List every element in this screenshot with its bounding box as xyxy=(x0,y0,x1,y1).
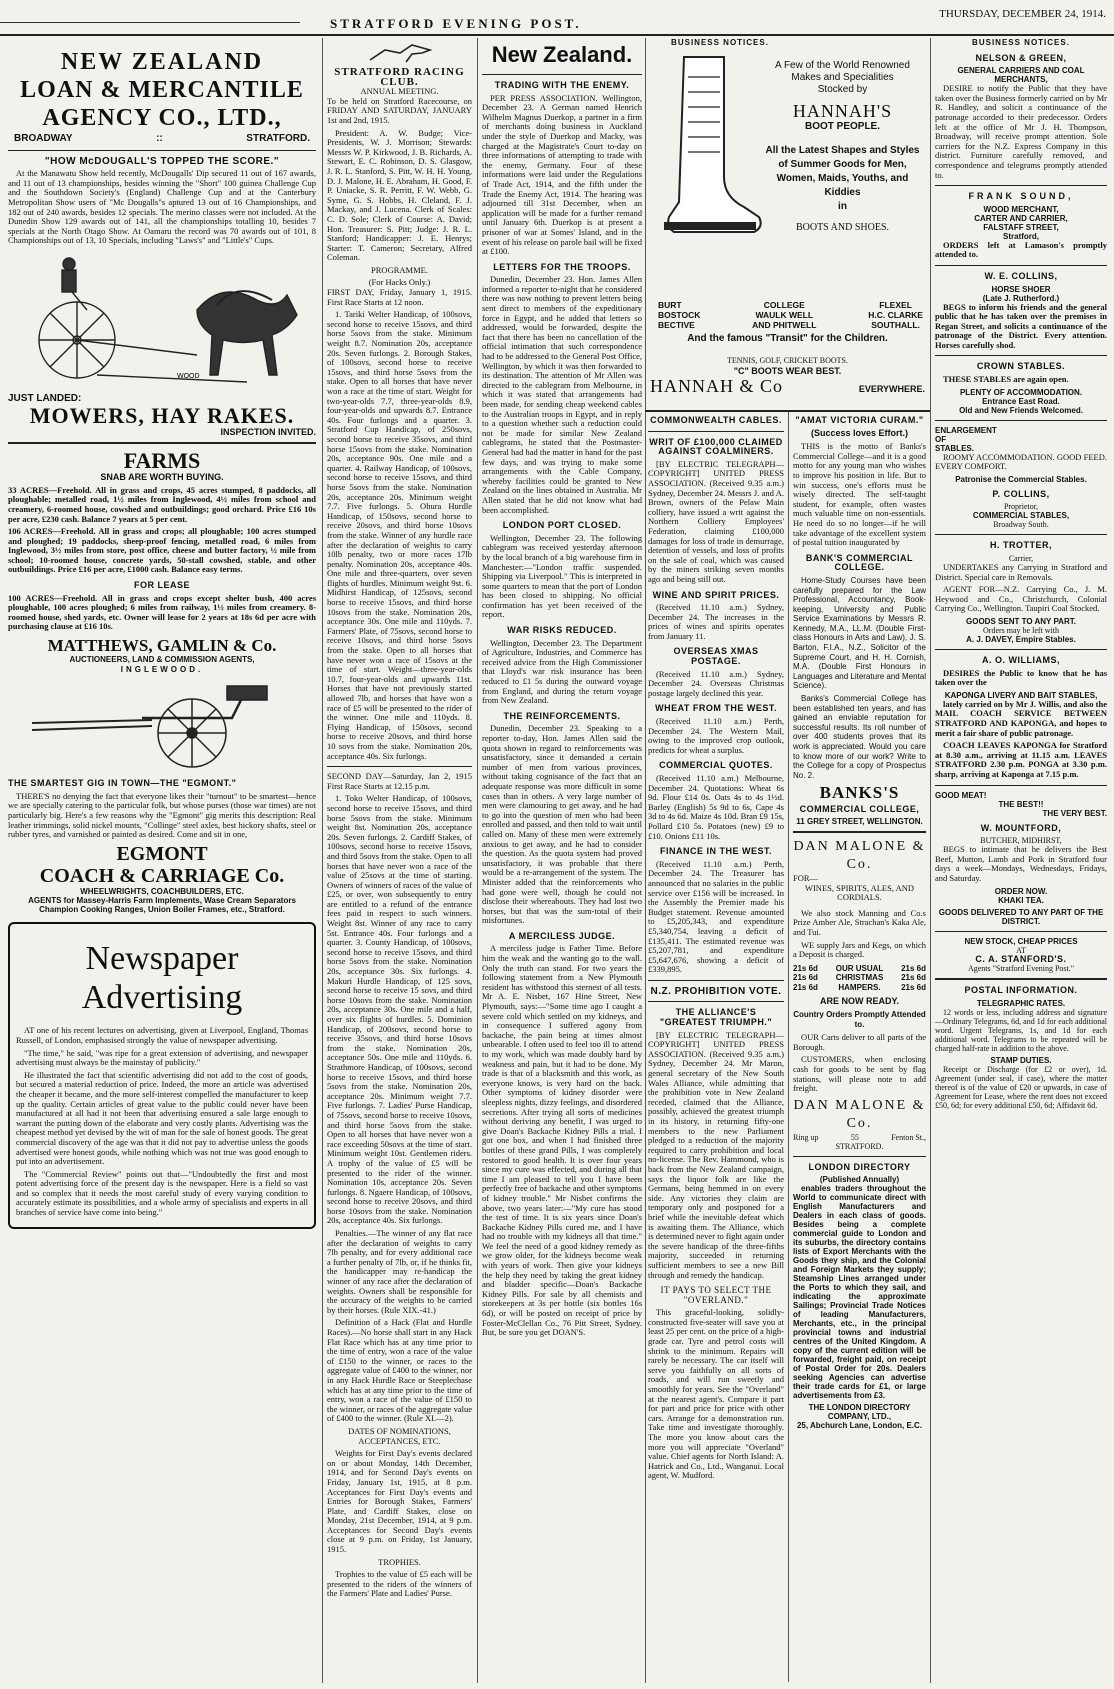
column-rule xyxy=(788,412,789,1682)
banks-motto: (Success loves Effort.) xyxy=(810,427,909,438)
issue-date: THURSDAY, DECEMBER 24, 1914. xyxy=(939,8,1106,20)
notice-sub: STAMP DUTIES. xyxy=(990,1055,1052,1065)
advertising-para: He illustrated the fact that scientific advertising did not add to the cost of goods, but secured a material reduction of price. Indeed, the more an article was advertised the cheaper it became, and the more self-interest compelled the manufacturer to keep up the quality. Certain articles of great value to the public could never have been manufactured at all had it not been that advertising ensured a sale large enough to warrant the putting down of the elaborate and very costly plants. Advertising was the cheapest method yet devised by the wit of man for the sale of honest goods. The great commercial discovery of the age was that it did not pay to advertise unless the goods advertised were honest goods, while nothing which was not true was good enough to put into an advertisement. xyxy=(16,1069,308,1167)
divider xyxy=(648,980,784,981)
notice-sub: WOOD MERCHANT, xyxy=(983,204,1059,214)
notice-body: AGENT FOR—N.Z. Carrying Co., J. M. Heywood and Co., Christchurch, Colonial Carrying Co., Wellington. Taupiri Coal Stocked. xyxy=(935,584,1107,614)
penalties: Penalties.—The winner of any flat race after the declaration of weights to carry 7lb penalty, and for every additional race a further penalty of 7lb, or, if he thinks fit, the handicapper may re-handicap the winner of any race after the declaration of weights. Owners shall be responsible for the accuracy of the weights to be carried by their horses. (Rule XIX.-41.) xyxy=(327,1228,472,1315)
matthews-town: INGLEWOOD. xyxy=(120,664,204,674)
divider xyxy=(482,74,642,75)
directory-head: LONDON DIRECTORY xyxy=(808,1161,911,1172)
story-headline: IT PAYS TO SELECT THE "OVERLAND." xyxy=(660,1285,772,1305)
hannah-line: BOOTS AND SHOES. xyxy=(795,221,890,233)
day1-head: FIRST DAY, Friday, January 1, 1915. First Race Starts at 12 noon. xyxy=(327,287,472,307)
divider xyxy=(327,766,472,767)
story-headline: WAR RISKS REDUCED. xyxy=(507,625,617,636)
lease-head: FOR LEASE xyxy=(133,580,190,591)
advertising-para: "The time," he said, "was ripe for a great extension of advertising, and newspaper advertising must always be the mainstay of publicity." xyxy=(16,1047,308,1068)
notice-sub: GOODS DELIVERED TO ANY PART OF THE DISTRICT. xyxy=(938,907,1104,926)
notice-name: C. A. STANFORD'S. xyxy=(975,953,1067,964)
divider xyxy=(935,420,1107,421)
story-body: (Received 11.10 a.m.) Perth, December 24. The Treasurer has announced that no salaries in the public service over £156 will be increased. In the Assembly the Premier made his Budget statement. Revenue amounted to £5,205,343, and expenditure £5,340,754, leaving a deficit of £135,411. The estimated revenue was £5,207,781, and expenditure £5,647,676, showing a deficit of £339,895. xyxy=(648,858,784,975)
brand: BECTIVE xyxy=(658,320,695,330)
divider xyxy=(8,442,316,444)
hannah-line: Makes and Specialities xyxy=(791,72,894,83)
directory-body: enables traders throughout the World to communicate direct with English Manufacturers and Dealers in each class of goods. Besides being a complete commercial guide to London and its suburbs, the directory contains lists of Export Merchants with the Goods they ship, and the Colonial and Foreign Markets they supply; Steamship Lines arranged under the Ports to which they sail, and indicating the approximate Sailings; Provincial Trade Notices of leading Manufacturers, Merchants, etc., in the principal provincial towns and industrial centres of the United Kingdom. A copy of the current edition will be forwarded, freight paid, on receipt of Postal Order for 20s. Dealers seeking Agencies can advertise their trade cards for £1, or large advertisements from £3. xyxy=(793,1184,926,1401)
story-headline: THE REINFORCEMENTS. xyxy=(503,710,621,721)
club-sub: ANNUAL MEETING. xyxy=(360,86,439,97)
club-intro: To be held on Stratford Racecourse, on FRIDAY AND SATURDAY, JANUARY 1st and 2nd, 1915. xyxy=(327,95,472,125)
directory-sub: (Published Annually) xyxy=(819,1175,900,1185)
story-headline: WRIT OF £100,000 CLAIMED AGAINST COALMINERS. xyxy=(649,436,783,457)
mowers-title: MOWERS, HAY RAKES. xyxy=(29,402,295,428)
notice-sub: GOODS SENT TO ANY PART. xyxy=(966,617,1076,626)
notice-body: COACH LEAVES KAPONGA for Stratford at 8.30 a.m., arriving at 11.15 a.m. LEAVES STRATFORD 2.30 p.m. PONGA at 3.30 p.m. sharp, arriving at Kaponga at 7.15 p.m. xyxy=(935,740,1107,779)
advertising-box xyxy=(8,922,316,1228)
brand: COLLEGE xyxy=(763,300,805,310)
phone-number: 55 xyxy=(850,1132,859,1142)
banks-headline: "AMAT VICTORIA CURAM." xyxy=(795,416,924,425)
mower-illustration xyxy=(17,250,307,390)
price: 21s 6d xyxy=(901,973,926,983)
farm-listing: 33 ACRES—Freehold. All in grass and crops, 45 acres stumped, 8 paddocks, all ploughable; metalled road, 1½ miles from Inglewood, 4½ miles from school and creamery, 6-roomed house, cowshed and outbuildings; good orchard. Price £16 10s per acre, £230 cash. Balance 7 years at 5 per cent. xyxy=(8,484,316,524)
mcdougall-body: At the Manawatu Show held recently, McDougalls' Dip secured 11 out of 167 awards, and 11 out of 13 championships, besides winning the "Short" 100 guinea Challenge Cup and the Southdown Society's (England) Challenge Cup and at the Canterbury Metropolitan Show users of "Mc Dougalls"s aptured 13 out of 16 Championships, and 182 out of 240 awards, besides 12 specials. The merino classes were not included. At the Dunedin Show 129 awards out of 141, all the championships totalling 10, besides 7 specials at the North Otago Show. At Oamaru the record was 70 awards out of 101, 8 Championships out of 13, 10 Specials, including "Laws's" and "Little's" Cups. xyxy=(8,168,316,246)
column-5 xyxy=(935,38,1107,1683)
directory-company: THE LONDON DIRECTORY COMPANY, LTD., xyxy=(808,1403,911,1422)
notice-body: lately carried on by Mr J. Willis, and also the MAIL COACH SERVICE BETWEEN STRATFORD AND KAPONGA, and hopes to merit a fair share of public patronage. xyxy=(935,698,1107,738)
hannah-footer xyxy=(650,376,925,396)
hannah-transit: And the famous "Transit" for the Children. xyxy=(687,333,888,344)
price: 21s 6d xyxy=(901,982,926,992)
hannah-line: Stocked by xyxy=(817,84,868,95)
hannah-brands xyxy=(658,300,923,330)
notice-name: POSTAL INFORMATION. xyxy=(964,985,1078,996)
story-headline: OVERSEAS XMAS POSTAGE. xyxy=(673,646,759,667)
brand-list xyxy=(658,300,700,330)
farm-listing: 100 ACRES—Freehold. All in grass and crops except shelter bush, 400 acres ploughable, 100 acres ploughed; 6 miles from railway, 1½ miles from creamery. 8-roomed house, shed yards, etc. Owner will lease for 2 years at 18s 6d per acre with purchasing clause at £16 10s. xyxy=(8,592,316,632)
mcdougall-headline: "HOW McDOUGALL'S TOPPED THE SCORE." xyxy=(44,155,280,167)
divider xyxy=(8,150,316,151)
price: 21s 6d xyxy=(793,963,818,973)
divider xyxy=(935,265,1107,266)
notice-name: FRANK SOUND, xyxy=(968,191,1074,202)
story-headline: WINE AND SPIRIT PRICES. xyxy=(652,589,780,600)
column-3 xyxy=(482,38,642,1683)
notice-body: Receipt or Discharge (for £2 or over), 1d. Agreement (under seal, if case), where the matter thereof is of the value of £20 or upwards, in case of Agreement for Lease, where the rent does not exceed £50, 6d; for every additional £50, 6d; Affidavit 6d. xyxy=(935,1064,1107,1110)
notice-body: 12 words or less, including address and signature—Ordinary Telegrams, 6d, and 1d for each additional word. Urgent Telegrams, 1s, and 1d for each additional word. Telegrams to be repeated will be charged half-rate in addition to the above. xyxy=(935,1007,1107,1053)
notice-sub: Patronise the Commercial Stables. xyxy=(955,474,1087,484)
nz-loan-address xyxy=(14,134,310,144)
malone-town: STRATFORD. xyxy=(835,1141,884,1151)
divider xyxy=(935,978,1107,980)
brand-list xyxy=(868,300,923,330)
nz-loan-title-2: LOAN & MERCANTILE xyxy=(20,77,304,103)
brand: FLEXEL xyxy=(879,300,912,310)
price: 21s 6d xyxy=(901,963,926,973)
notice-sub: ENLARGEMENT xyxy=(935,425,997,435)
story-body: (Received 11.10 a.m.) Sydney, December 24. Overseas Christmas postage largely declined this year. xyxy=(648,668,784,698)
column-4b xyxy=(793,416,926,1682)
column-2 xyxy=(327,38,472,1683)
matthews-title: MATTHEWS, GAMLIN & Co. xyxy=(47,636,277,656)
story-body: PER PRESS ASSOCIATION. Wellington, December 23. A German named Henrich Wilhelm Magnus Duerkop, a partner in a firm of merchants doing business in Auckland under the style of Duerkop and Macky, was charged at the Magistrate's Court to-day on three informations of attempting to trade with the enemy, Germany. Four of these informations were laid under the Regulations of Trade Act, 1914, and the fifth under the Trade the Enemy Act, 1914. The hearing was adjourned till 31st December, when an application will be made for a further remand until January 6th. Duerkop is at present a prisoner of war at Somes' Island, and in the event of his release on parole bail will be fixed at £100. xyxy=(482,92,642,257)
banks-body: Banks's Commercial College has been established ten years, and has gained an enviable reputation for successful results. Its roll number of over 400 students proves that its work is appreciated. Would you care to know more of our work? Write to the College for a copy of Prospectus No. 2. xyxy=(793,694,926,780)
notice-sub: FALSTAFF STREET, xyxy=(983,222,1059,232)
street: Fenton St., xyxy=(891,1132,926,1142)
hannah-footer-name: HANNAH & Co xyxy=(650,376,784,396)
notice-sub: KHAKI TEA. xyxy=(998,895,1044,905)
address-mid: :: xyxy=(156,133,163,144)
malone-contact xyxy=(793,1133,926,1142)
story-headline: THE ALLIANCE'S "GREATEST TRIUMPH." xyxy=(659,1007,773,1028)
horse-logo-icon xyxy=(360,42,440,64)
divider xyxy=(935,185,1107,186)
gig-illustration xyxy=(22,678,302,773)
country-orders: Country Orders Promptly Attended to. xyxy=(793,1010,926,1029)
malone-name: DAN MALONE & Co. xyxy=(793,838,926,872)
day2-races: 1. Toko Welter Handicap, of 100sovs, second horse to receive 15sovs, and third horse 5sovs from the stake. Minimum weight 8st. Nomination 20s, acceptance 20s. Seven furlongs. 2. Cardiff Stakes, of 100sovs, second horse to receive 15sovs, and third 5sovs from the stake. Open to all horses that have never won a race of the value of 25sovs at the time of starting. Owners of winners of races of the value of £25, or over, won subsequently to entry are entitled to a refund of the entrance fees paid in respect to such winners. Weight 8st. Winner of any race to carry 5st. Entrance 40s. Four furlongs and a quarter. 3. County Handicap, of 100sovs, second horse to receive 15sovs, and third horse 5sovs from the stake. Nomination 20s, acceptance 30s. Six furlongs. 4. Makuri Hurdle Handicap, of 125 sovs, second horse to receive 15 sovs, and third horse 10sovs from the stake. Nomination 20s, acceptance 30s. One mile and a half, over six flights of hurdles. 5. Dominion Handicap, of 200sovs, second horse to receive 35sovs, and third horse 10sovs from the stake. Nomination 20s, acceptance 50s. One mile and 110yds. 6. Strathmore Handicap, of 100sovs, second horse to receive 15sovs, and third horse 5sovs from the stake. Nomination 20s, acceptance 20s. Minimum weight 7.7. Five furlongs. 7. Ladies' Purse Handicap, of 75sovs, second horse to receive 10sovs, and third horse 5sovs from the stake. Open to all horses that have never won a race exceeding 50sovs at the time of start. Minimum weight 10st. Gentlemen riders. A trophy of the value of £5 will be presented to the rider of the winner. Nomination 10s, acceptance 20s. Seven furlongs. 8. Ngaere Handicap, of 100sovs, second horse to receive 20sovs, and third horse 10sovs from the stake. Nomination 20s, acceptance 40s. Six furlongs. xyxy=(327,793,472,1226)
hannah-text xyxy=(760,60,925,236)
notice-body: BEGS to intimate that he delivers the Best Beef, Mutton, Lamb and Pork in Stratford four days a week—Mondays, Wednesdays, Fridays, and Saturday. xyxy=(935,844,1107,883)
story-headline: WHEAT FROM THE WEST. xyxy=(655,703,777,714)
masthead xyxy=(0,0,1114,36)
banks-name: BANK'S COMMERCIAL COLLEGE. xyxy=(805,552,914,573)
divider xyxy=(935,355,1107,356)
notice-sub: PLENTY OF ACCOMMODATION. xyxy=(959,387,1083,397)
malone-for: FOR— xyxy=(793,872,819,883)
notice-sub: STABLES. xyxy=(935,443,974,453)
mower-brand: WOOD xyxy=(177,372,200,380)
story-headline: LETTERS FOR THE TROOPS. xyxy=(493,261,631,272)
price: 21s 6d xyxy=(793,973,818,983)
divider xyxy=(793,831,926,833)
hannah-line: A Few of the World Renowned xyxy=(775,60,910,71)
business-notices-head: BUSINESS NOTICES. xyxy=(972,38,1070,47)
hannah-advert xyxy=(650,38,925,423)
farms-title: FARMS xyxy=(123,448,201,474)
brand: AND PHITWELL xyxy=(752,320,817,330)
brand: BOSTOCK xyxy=(658,310,701,320)
column-1 xyxy=(8,38,316,1683)
notice-sub: CARTER AND CARRIER, xyxy=(974,213,1068,223)
trophies-body: Trophies to the value of £5 each will be presented to the riders of the winners of the Farmers' Plate and Ladies' Purse. xyxy=(327,1569,472,1599)
programme-head: PROGRAMME. xyxy=(371,264,428,275)
notice-sub: OF xyxy=(935,434,947,444)
notice-body: ROOMY ACCOMMODATION. GOOD FEED. EVERY COMFORT. xyxy=(935,451,1107,472)
address-left: BROADWAY xyxy=(14,133,73,144)
notice-name: W. E. COLLINS, xyxy=(984,270,1058,281)
egmont-brand: EGMONT xyxy=(116,842,208,865)
notice-body: DESIRE to notify the Public that they have taken over the Business formerly carried on by Mr R. Handley, and solicit a continuance of the patronage accorded to their predecessor. Orders left at the office of Mr J. H. Thompson, Broadway, will receive prompt attention. Sole carriers for the N.Z. Express Company in this district. Furniture carefully removed, and correspondence and telegrams promptly attended to. xyxy=(935,83,1107,180)
farm-listing: 106 ACRES—Freehold. All in grass and crops; all ploughable; 100 acres stumped and ploughed; 19 paddocks, sheep-proof fencing, metalled road, 6 miles from Inglewood, 3½ miles from store, post office, cheese and butter factory, ½ mile from school; 10-roomed house, concrete yards, 50-stall cowshed, stable, and other outbuildings. Price £16 per acre, £1000 cash. Balance easy terms. xyxy=(8,526,316,575)
notice-sub: COMMERCIAL STABLES, xyxy=(972,511,1070,521)
banks-body: Home-Study Courses have been carefully prepared for the Law Professional, Accountancy, Book-keeping, University and Public Service Examinations by Messrs R. Kennedy, M.A., LL.M. (Double First-class Honours in Arts and Law), J. S. Barton, F.I.A., N.Z., Solicitor of the Supreme Court, and H. H. Cornish, M.A. (Double First Honours in Languages and Literature and Mental Science). xyxy=(793,575,926,691)
notice-sub: Orders may be left with xyxy=(983,626,1059,635)
story-body: A merciless judge is Father Time. Before him the weak and the wanting go to the wall. Only the truth can stand. For two years the following statement from a New Plymouth resident has withstood this sternest of all tests. Mr A. E. Nisbet, 167 Hine Street, New Plymouth, says:—"Some time ago I caught a severe cold which settled on my kidneys, and in consequence I suffered agony from backache, the pain being at times almost unbearable. I often used to feel too ill to attend to my work, which was made doubly hard by weakness and pain, but it had to be done. My trade is that of a blacksmith and this work, as everyone knows, is very hard on the back. Other symptoms of kidney disorder were sleepless nights, dizzy feelings, and disordered secretions. After trying all sorts of medicines without deriving any benefit, I was urged to give Doan's Backache Kidney Pills a trial. I got one box, and when I had finished three bottles of these grand Pills, I was completely restored to good health. It is over four years since my cure was effected, and during all that time I am pleased to tell you I have been perfectly free of backache and other symptoms of kidney trouble." Mr Nisbet confirms the above, two years later:—"My cure has stood the test of time. It is six years since Doan's Backache Kidney Pills cured me, and I have had no trouble with my kidneys all that time." We feel the need of a good kidney remedy as we grow older, for the kidneys become weak with years of work. Then give your kidneys the help they need by taking the great kidney and bladder specific—Doan's Backache Kidney Pills. For sale by all chemists and storekeepers at 3s per bottle (six bottles 16s 6d), or will be posted on receipt of price by Foster-McClellan Co., 76 Pitt Street, Sydney. But, be sure you get DOAN'S. xyxy=(482,943,642,1338)
notice-body: BEGS to inform his friends and the general public that he has taken over the premises in Regan Street, and solicits a continuance of the patronage of the District. Every attention. Horses carefully shod. xyxy=(935,301,1107,350)
malone-items: WINES, SPIRITS, ALES, AND CORDIALS. xyxy=(804,882,915,903)
column-rule xyxy=(930,38,931,1683)
story-body: Wellington, December 23. The following cablegram was received yesterday afternoon by the local branch of a big warehouse firm in Manchester:—"London traffic suspended. Shipping via Liverpool." This is interpreted in some quarters to mean that the port of London has been closed to shipping. No official confirmation has yet been received of the report. xyxy=(482,532,642,620)
divider xyxy=(648,1001,784,1002)
story-headline: COMMONWEALTH CABLES. xyxy=(650,416,782,425)
hannah-name: HANNAH'S xyxy=(792,101,893,121)
notice-sub: TELEGRAPHIC RATES. xyxy=(976,998,1066,1008)
banks-body: THIS is the motto of Banks's Commercial College—and it is a good motto for any young man who wishes to improve his position in life. But to win success, one's efforts must be wisely directed. The self-taught student, for example, often wastes much valuable time on non-essentials. He need do so no longer—if he will take advantage of the excellent system of postal tuition inaugurated by xyxy=(793,441,926,548)
notice-sub: Entrance East Road. xyxy=(982,396,1060,406)
boot-icon xyxy=(654,52,764,252)
story-body: (Received 11.10 a.m.) Perth, December 24. The Western Mail, owing to the improved crop outlook, predicts for wheat a surplus. xyxy=(648,716,784,755)
hamper-label: OUR USUAL xyxy=(835,963,884,973)
egmont-sub: WHEELWRIGHTS, COACHBUILDERS, ETC. xyxy=(80,886,244,896)
nz-section-title: New Zealand. xyxy=(491,42,633,67)
egmont-headline: THE SMARTEST GIG IN TOWN—THE "EGMONT." xyxy=(8,778,237,789)
column-rule xyxy=(322,38,323,1683)
hamper-labels xyxy=(836,964,884,993)
story-headline: COMMERCIAL QUOTES. xyxy=(659,760,773,771)
business-notices-head: BUSINESS NOTICES. xyxy=(671,38,769,47)
nz-loan-title-3: AGENCY CO., LTD., xyxy=(42,105,282,131)
notice-name: A. O. WILLIAMS, xyxy=(982,655,1060,665)
divider xyxy=(935,785,1107,786)
notice-sub: GOOD MEAT! xyxy=(935,790,987,800)
divider xyxy=(935,931,1107,932)
notice-sub: Broadway South. xyxy=(993,520,1049,530)
hannah-line: All the Latest Shapes and Styles xyxy=(765,144,920,156)
divider xyxy=(648,431,784,432)
hannah-box xyxy=(650,38,925,423)
story-body: (Received 11.10 a.m.) Melbourne, December 24. Quotations: Wheat 6s 9d. Flour £14 0s. Oats 4s to 4s 1½d. Barley (English) 5s 9d to 6s, Cape 4s 3d to 4s 6d. Maize 4s 10d. Bran £9 15s, Pollard £10 5s. Potatoes (new) £9 to £10. Onions £11 10s. xyxy=(648,773,784,841)
notice-sub: Stratford, xyxy=(1003,231,1039,241)
day1-races: 1. Tariki Welter Handicap, of 100sovs, second horse to receive 15sovs, and third horse 5sovs from the stake. Minimum weight 8.7. Nomination 20s, acceptance 20s. Seven furlongs. 2. Borough Stakes, of 100sovs, second horse to receive 15sovs, and third horse 5sovs from the stake. Open to all horses that have never won a race at the time of start. Weight for two-year-olds 7.7, three-year-olds 8.9, four-year-olds and upwards 8.7. Entrance 40s. Four furlongs and a quarter. 3. Stratford Cup Handicap, of 250sovs, second horse to receive 35sovs, and third horse 15sovs from the stake. Nomination 20s, acceptance 90s. One mile and a quarter. 4. Railway Handicap, of 100sovs, second horse to receive 15sovs, and third horse 5sovs from the stake. Nomination 20s, acceptance 20s. Minimum weight 7.7. Five furlongs. 5. Ohura Hurdle Handicap, of 150sovs, second horse to receive 20sovs, and third horse 10sovs from the stake. Winner of any hurdle race after the declaration of weights to carry 10lb penalty, two or more races 17lb penalty. Nomination 20s, acceptance 40s. One mile and three-quarters, over seven flights of hurdles. Minimum weight 9st. 6. Midhirst Handicap, of 125sovs, second horse to receive 15sovs, and third horse 10sovs from the stake. Nomination 20s, acceptance 30s. One mile and 110yds. 7. Farmers' Plate, of 75sovs, second horse to receive 10sovs, and third horse 5sovs from the stake. Open to all horses that have never won a race of 15sovs at the time of start. Weight—three-year-olds 10.7, four-year-olds and upwards 11st. Horses that have not previously started allowed 7lb, and horses that have won a race of £5 will be presented to the rider of the winner. One mile and 110yds. 8. Flying Handicap, of 150sovs, second horse to receive 20sovs, and third horse 10 sovs from the stake. Nomination 20s, acceptance 40s. Six furlongs. xyxy=(327,309,472,761)
divider xyxy=(935,649,1107,650)
notice-sub: A. J. DAVEY, Empire Stables. xyxy=(966,635,1076,644)
malone-body: CUSTOMERS, when enclosing cash for goods to be sent by flag stations, will please note to add freight. xyxy=(793,1054,926,1094)
notice-sub: THE VERY BEST. xyxy=(1042,808,1107,818)
price: 21s 6d xyxy=(793,982,818,992)
notice-sub: THE BEST!! xyxy=(998,799,1044,809)
story-body: [BY ELECTRIC TELEGRAPH—COPYRIGHT] UNITED PRESS ASSOCIATION. (Received 9.35 a.m.) Sydney, December 24. Messrs J. and A. Brown, owners of the Pelaw Main colliery, have issued a writ against the Northern Colliery Employees' Federation, claiming £100,000 damages for loss of trade in demurrage, detention of vessels, and loss of profits on the sale of coal, which was caused by the miners striking seven months ago and being still out. xyxy=(648,458,784,584)
notice-sub: HORSE SHOER xyxy=(991,284,1051,294)
column-4a xyxy=(648,416,784,1682)
hannah-line: in xyxy=(838,200,847,212)
notice-name: W. MOUNTFORD, xyxy=(980,822,1062,833)
advertising-para: The "Commercial Review" points out that—"Undoubtedly the first and most potent advertising force of the present day is the newspaper. Here is a field so vast and so complex that it needs the most careful study of every varying condition to accurately estimate its possibilities, and a whole army of specialists and experts in all branches of service have come into being." xyxy=(16,1168,308,1218)
notice-sub: AT xyxy=(1016,945,1026,955)
banks-title: BANKS'S xyxy=(819,783,900,803)
notice-sub: NEW STOCK, CHEAP PRICES xyxy=(964,936,1078,946)
paper-name: STRATFORD EVENING POST. xyxy=(330,16,582,31)
dates-body: Weights for First Day's events declared on or about Monday, 14th December, 1914, and for Second Day's events on Friday, January 1st, 1915, at 8 p.m. Acceptances for First Day's events and Entries for Borough Stakes, Farmers' Plate, and Cardiff Stakes, close on Monday, 21st December, 1914, at 9 p.m. Acceptances for Second Day's events close at 9 p.m. on Friday, 1st January, 1915. xyxy=(327,1448,472,1555)
banks-title-2: COMMERCIAL COLLEGE, xyxy=(799,804,920,815)
notice-sub: Agents "Stratford Evening Post." xyxy=(967,964,1075,974)
hannah-sports: TENNIS, GOLF, CRICKET BOOTS. xyxy=(727,356,848,365)
story-body: Dunedin, December 23. Speaking to a reporter to-day, Hon. James Allen said the quota shown in regard to reinforcements was unsatisfactory, since it demanded a certain number of men from various provinces, without taking cognisance of the fact that an adequate response was more difficult in some cases than in others. A very large number of men were clamouring to get away, and he had to go into the question of men who had been enrolled and passed, and then told to wait until called on. Many of these men were extremely anxious to get away, and he had to consider the question. As the quota system had proved unsatisfactory, it was probable that there would be a re-arrangement of the system. The Minister added that the reinforcements who had gone were well, though he could not disclose their whereabouts. They had lost two horses, but that was the sum-total of their misfortunes. xyxy=(482,723,642,926)
divider xyxy=(935,534,1107,535)
divider xyxy=(793,1156,926,1157)
malone-body: OUR Carts deliver to all parts of the Borough. xyxy=(793,1032,926,1052)
hampers-table xyxy=(793,964,926,993)
hannah-wear: "C" BOOTS WEAR BEST. xyxy=(733,366,842,376)
directory-address: 25, Abchurch Lane, London, E.C. xyxy=(796,1421,923,1431)
advertising-title: Newspaper xyxy=(85,940,239,978)
dates-head: DATES OF NOMINATIONS, ACCEPTANCES, ETC. xyxy=(348,1425,451,1446)
notice-name: CROWN STABLES. xyxy=(976,361,1066,372)
story-headline: A MERCILESS JUDGE. xyxy=(508,930,616,941)
egmont-brand-2: COACH & CARRIAGE Co. xyxy=(39,864,285,887)
story-body: [BY ELECTRIC TELEGRAPH—COPYRIGHT] UNITED PRESS ASSOCIATION. (Received 9.35 a.m.) Sydney, December 24. Mr Maron, general secretary of the New South Wales Alliance, while admitting that the prohibition vote in New Zealand receded, claimed that the Alliance, possibly, achieved the greatest triumph in its history, in returning fifty-one members to the new Parliament pledged to a reduction of the majority required to carry prohibition and local no-license. The Rev. Hammond, who is back from the New Zealand campaign, says the liquor folk are like the Germans, being hemmed in on every side. Any victories they claim are temporary only and postponed for a brief while the inevitable defeat which is awaiting them. The Alliance, which is determined never to fight again under the severe handicap of the three-fifths majority, succeeded in returning sufficient members to see a new Bill through and remedy the handicap. xyxy=(648,1029,784,1280)
egmont-body: THERE'S no denying the fact that everyone likes their "turnout" to be smartest—hence we are specially catering to the particular folk, but whose purses (those war times) are not particularly big. Here's a few reasons why the "Egmont" gig merits this description: Real leather trimmings, solid nickel mounts, "Collinge" steel axles, best hickory shafts, steel or rubber tyres, and varnished or painted as desired. Come and sit in one, xyxy=(8,790,316,840)
egmont-agents: AGENTS for Massey-Harris Farm Implements, Wase Cream Separators Champion Cooking Ranges, Union Boiler Frames, etc., Stratford. xyxy=(28,896,296,915)
brand: H.C. CLARKE xyxy=(868,310,923,320)
hamper-label: HAMPERS. xyxy=(838,982,881,992)
story-body: Wellington, December 23. The Department of Agriculture, Industries, and Commerce has received advice from the High Commissioner that Lloyd's war risk insurance has been reduced to £1 5s during the outward voyage from England, and during the return voyage from New Zealand. xyxy=(482,637,642,706)
notice-sub: (Late J. Rutherford.) xyxy=(982,293,1060,303)
notice-sub: Old and New Friends Welcomed. xyxy=(959,405,1083,415)
hack-definition: Definition of a Hack (Flat and Hurdle Races).—No horse shall start in any Hack Flat Race which has at any time prior to the time of entry, won a race of the value of £150 to the winner, or races to the aggregate value of £400 to the winner, nor in any Hack Hurdle Race or Steeplechase which has at any time prior to the time of entry, won a race of the value of £150 to the winner, or races of the aggregate value of £400 to the winner. (Rule XI.—2). xyxy=(327,1317,472,1424)
notice-body: THESE STABLES are again open. xyxy=(943,374,1069,385)
notice-sub: BUTCHER, MIDHIRST, xyxy=(980,836,1062,846)
notice-name: NELSON & GREEN, xyxy=(975,52,1067,63)
club-title: STRATFORD RACING CLUB. xyxy=(334,66,465,88)
story-body: (Received 11.10 a.m.) Sydney, December 24. The increases in the prices of wines and spirits operates from January 11. xyxy=(648,602,784,641)
nz-loan-title: NEW ZEALAND xyxy=(60,49,264,75)
story-body: This graceful-looking, solidly-constructed five-seater will save you at least 25 per cent. on the price of a high-grade car. Tyre and petrol costs will shrink to the minimum. Repairs will rarely be necessary. The car itself will serve you faithfully on all sorts of roads, and will run sweetly and smoothly for years. See the "Overland" at the nearest agent's. Compare it part for part and price for price with other cars. Arrange for a demonstration run. Take time and investigate thoroughly. The more you know about cars the more you will appreciate "Overland" value. Chief agents for North Island: A. Hatrick and Co., Ltd., Wanganui. Local agent, W. Mudford. xyxy=(648,1307,784,1481)
just-landed: JUST LANDED: xyxy=(8,392,82,404)
ring-up: Ring up xyxy=(793,1132,819,1142)
hamper-prices xyxy=(793,964,818,993)
hannah-footer-every: EVERYWHERE. xyxy=(858,384,925,394)
notice-name: H. TROTTER, xyxy=(990,540,1052,551)
brand: WAULK WELL xyxy=(755,310,814,320)
notice-sub: GENERAL CARRIERS AND COAL MERCHANTS, xyxy=(957,66,1085,85)
for-hacks: (For Hacks Only.) xyxy=(368,277,431,288)
notice-sub: ORDER NOW. xyxy=(994,886,1048,896)
trophies-head: TROPHIES. xyxy=(378,1556,421,1567)
notice-body: UNDERTAKES any Carrying in Stratford and District. Special care in Removals. xyxy=(935,562,1107,582)
hannah-line: of Summer Goods for Men, Women, Maids, Youths, and Kiddies xyxy=(776,158,909,198)
story-headline: TRADING WITH THE ENEMY. xyxy=(494,80,630,90)
story-headline: FINANCE IN THE WEST. xyxy=(659,846,772,857)
hannah-sub: BOOT PEOPLE. xyxy=(804,121,880,132)
brand: SOUTHALL. xyxy=(871,320,920,330)
notice-body: ORDERS left at Lamason's promptly attended to. xyxy=(935,239,1107,260)
banks-address: 11 GREY STREET, WELLINGTON. xyxy=(796,816,923,826)
notice-sub: Proprietor, xyxy=(1003,502,1039,512)
address-right: STRATFORD. xyxy=(246,133,310,144)
story-headline: N.Z. PROHIBITION VOTE. xyxy=(650,985,782,997)
column-rule xyxy=(645,38,646,1683)
malone-body: WE supply Jars and Kegs, on which a Deposit is charged. xyxy=(793,939,926,960)
notice-body: DESIRES the Public to know that he has taken over the xyxy=(935,667,1107,688)
brand: BURT xyxy=(658,300,682,310)
matthews-sub: AUCTIONEERS, LAND & COMMISSION AGENTS, xyxy=(69,655,255,665)
notice-name: P. COLLINS, xyxy=(992,488,1050,499)
hampers-ready: ARE NOW READY. xyxy=(819,995,899,1006)
column-rule xyxy=(477,38,478,1683)
brand-list xyxy=(752,300,816,330)
story-headline: LONDON PORT CLOSED. xyxy=(502,520,622,531)
story-body: Dunedin, December 23. Hon. James Allen informed a reporter to-night that he considered there was now nothing to prevent letters being sent direct to members of the expeditionary force in Egypt, and he added that letters so addressed, would be forwarded, despite the fact that there has been no cancellation of the official intimation that such correspondence had to be addressed to the General Post Office, Wellington, by which it was then forwarded to its destination. The attention of Mr Allen was directed to the cablegram from Melbourne, in which it was stated that arrangements had been made, for sending cheap weekend cables to the Australian troops in Egypt, and in reply to a question whether such a reduction could not be made for similar New Zealand cablegrams, he stated that the Postmaster-General had had the matter in hand for the past few days, and was trying to make some arrangements with the Cable Company, whereby facilities could be granted to New Zealand on the lines obtained in Australia. Mr Allen stated that he did not know what had been accomplished. xyxy=(482,274,642,515)
advertising-title-2: Advertising xyxy=(81,979,243,1017)
day2-head: SECOND DAY—Saturday, Jan 2, 1915 First Race Starts at 12.15 p.m. xyxy=(327,771,472,791)
malone-body: We also stock Manning and Co.s Prize Amber Ale, Strachan's Kaka Ale, and Tui. xyxy=(793,907,926,937)
notice-sub: Carrier, xyxy=(1008,554,1034,564)
advertising-para: AT one of his recent lectures on advertising, given at Liverpool, England, Thomas Russell, of London, emphasised strongly the value of newspaper advertising. xyxy=(16,1025,308,1045)
malone-name-2: DAN MALONE & Co. xyxy=(793,1097,926,1131)
notice-sub: KAPONGA LIVERY AND BAIT STABLES, xyxy=(944,690,1098,700)
club-officers: President: A. W. Budge; Vice-Presidents, W. J. Morrison; Stewards: Messrs W. P. Kirkwood, J. B. Richards, A. Stewart, E. C. Robinson, D. S. Glasgow, J. R. L. Stanford, S. Pitt, W. H. H. Young, D. J. Malone, H. E. Abraham, H. Good, F. P. Uniacke, S. R. Perritt, F. W. Webb, G. Syme, G. S. Hobbs, H. Cleland, F. J. Mackay, and J. Lucena. Clerk of Scales: C. D. Sole; Clerk of Course: A. David; Hon. Treasurer: S. Pitt; Judge: J. R. L. Stanford; Handicapper: J. E. Henrys; Starter: T. Cameron; Secretary, Alfred Coleman. xyxy=(327,127,472,263)
mowers-sub: INSPECTION INVITED. xyxy=(220,426,316,437)
farms-sub: SNAB ARE WORTH BUYING. xyxy=(100,472,224,483)
hamper-prices xyxy=(901,964,926,993)
hamper-label: CHRISTMAS xyxy=(835,973,884,983)
masthead-rule xyxy=(0,22,300,23)
